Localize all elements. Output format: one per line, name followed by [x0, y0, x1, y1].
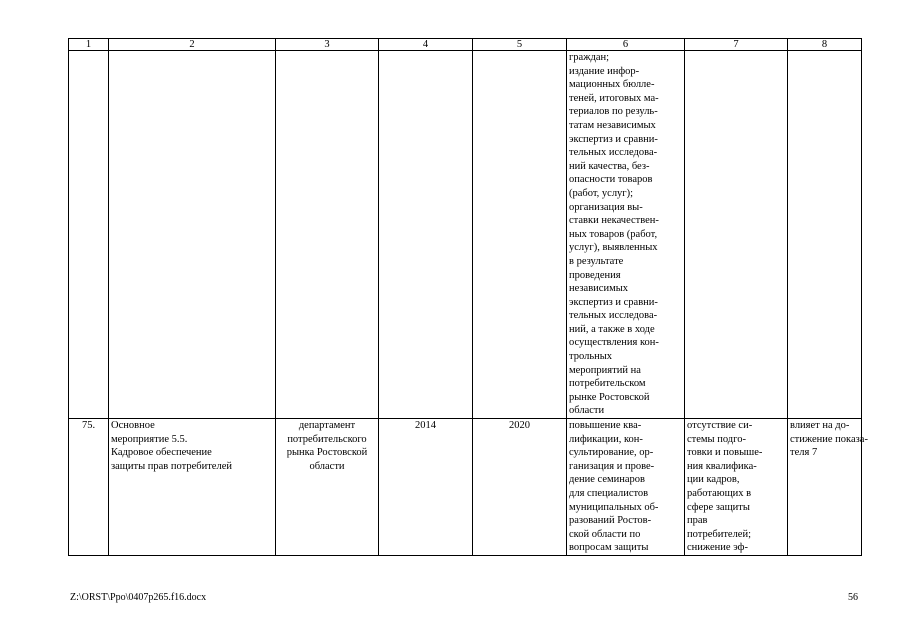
- cell-line: ний, а также в ходе: [569, 323, 655, 335]
- cell-line: рынка Ростовской: [286, 447, 368, 459]
- cell-line: товки и повыше-: [687, 447, 763, 459]
- cell-line: для специалистов: [569, 488, 649, 499]
- cell-line: ния квалифика-: [687, 460, 757, 472]
- indicator-link-cell: [788, 419, 868, 556]
- cell-line: опасности товаров: [569, 174, 653, 186]
- cell-line: мероприятие 5.5.: [111, 433, 188, 445]
- cell-line: стемы подго-: [687, 433, 746, 445]
- cell-line: вопросам защиты: [569, 542, 649, 554]
- cell-line: осуществления кон-: [569, 337, 659, 349]
- cell-line: лификации, кон-: [569, 433, 643, 445]
- continuation-col6-cell: [567, 51, 685, 419]
- cell-line: дение семинаров: [569, 474, 645, 486]
- cell-line: мероприятий на: [569, 364, 641, 376]
- header-cell-6: 6: [567, 39, 685, 51]
- footer-file-path: Z:\ORST\Ppo\0407p265.f16.docx: [70, 592, 207, 603]
- executor-cell: [276, 419, 379, 556]
- cell-line: ганизация и прове-: [569, 460, 655, 472]
- cell-line: потребительского: [287, 433, 367, 445]
- cell-line: области: [569, 405, 605, 417]
- expected-result-cell: [567, 419, 685, 556]
- cell-line: отсутствие си-: [687, 420, 753, 432]
- header-cell-4: 4: [379, 39, 473, 51]
- cell-line: организация вы-: [569, 201, 643, 213]
- cell-line: экспертиз и сравни-: [569, 296, 658, 308]
- cell-line: ных товаров (работ,: [569, 228, 658, 240]
- header-cell-5: 5: [473, 39, 567, 51]
- cell-line: влияет на до-: [790, 420, 850, 432]
- cell-line: проведения: [569, 269, 621, 281]
- cell-line: защиты прав потребителей: [111, 460, 232, 472]
- cell-line: работающих в: [687, 488, 752, 499]
- activity-name-cell: [109, 419, 276, 556]
- cell-line: теней, итоговых ма-: [569, 92, 659, 104]
- cell-line: ставки некачествен-: [569, 215, 659, 227]
- header-cell-8: 8: [788, 39, 862, 51]
- end-year-cell: 2020: [473, 419, 567, 556]
- cell-line: Основное: [111, 420, 155, 432]
- cell-line: теля 7: [790, 447, 818, 459]
- cell-line: ции кадров,: [687, 474, 740, 486]
- header-cell-3: 3: [276, 39, 379, 51]
- cell-line: рынке Ростовской: [569, 391, 650, 403]
- cell-line: тельных исследова-: [569, 147, 658, 159]
- cell-line: граждан;: [569, 52, 610, 63]
- page-number: 56: [848, 592, 858, 603]
- table-row-75: [69, 419, 862, 556]
- continuation-row: [69, 51, 862, 419]
- consequences-cell: [685, 419, 788, 556]
- cell-line: независимых: [569, 283, 629, 295]
- cell-line: разований Ростов-: [569, 515, 652, 527]
- cell-line: ской области по: [569, 528, 641, 540]
- cell-line: повышение ква-: [569, 420, 642, 432]
- cell-line: сфере защиты: [687, 501, 750, 513]
- cell-line: департамент: [298, 420, 356, 432]
- header-cell-1: 1: [69, 39, 109, 51]
- cell-line: прав: [687, 515, 708, 527]
- start-year-cell: 2014: [379, 419, 473, 556]
- cell-line: потребительском: [569, 378, 646, 390]
- cell-line: Кадровое обеспечение: [111, 447, 212, 459]
- cell-line: издание инфор-: [569, 65, 640, 77]
- cell-line: (работ, услуг);: [569, 187, 634, 199]
- cell-line: териалов по резуль-: [569, 106, 658, 118]
- cell-line: сультирование, ор-: [569, 447, 654, 459]
- cell-line: муниципальных об-: [569, 501, 659, 513]
- cell-line: области: [309, 460, 345, 472]
- header-cell-2: 2: [109, 39, 276, 51]
- cell-line: трольных: [569, 351, 613, 363]
- cell-line: стижение показа-: [790, 433, 868, 445]
- cell-line: потребителей;: [687, 528, 752, 540]
- cell-line: тельных исследова-: [569, 310, 658, 322]
- cell-line: снижение эф-: [687, 542, 748, 554]
- cell-line: в результате: [569, 255, 624, 267]
- cell-line: услуг), выявленных: [569, 242, 658, 254]
- header-row: [69, 39, 862, 51]
- cell-line: мационных бюлле-: [569, 79, 655, 91]
- header-cell-7: 7: [685, 39, 788, 51]
- cell-line: ний качества, без-: [569, 160, 650, 172]
- cell-line: экспертиз и сравни-: [569, 133, 658, 145]
- row-number: 75.: [69, 419, 109, 556]
- cell-line: татам независимых: [569, 119, 656, 131]
- document-table: [68, 38, 868, 556]
